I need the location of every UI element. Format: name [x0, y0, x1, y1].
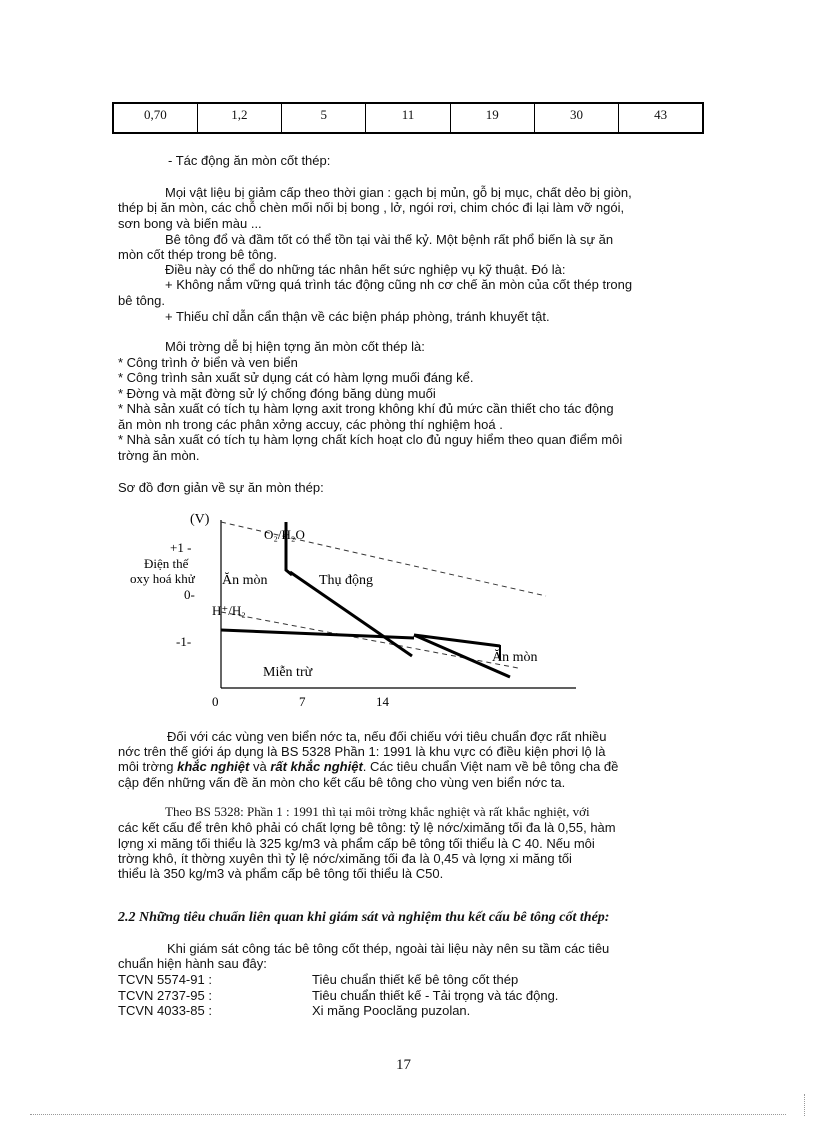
- tick-minus1: -1-: [176, 634, 192, 649]
- text-line: Điều này có thể do những tác nhân hết sức nghiệp vụ kỹ thuật. Đó là:: [165, 262, 566, 277]
- y-axis-label: Điện thế: [144, 556, 189, 571]
- region-passive: Thụ động: [319, 573, 374, 588]
- text-line: Mọi vật liệu bị giảm cấp theo thời gian : gạch bị mủn, gỗ bị mục, chất dẻo bị giòn,: [165, 185, 632, 200]
- table-cell: 0,70: [113, 103, 197, 133]
- standard-code: TCVN 2737-95 :: [118, 988, 212, 1003]
- region-corrosion-right: Ăn mòn: [492, 650, 538, 665]
- text-line: nớc trên thế giới áp dụng là BS 5328 Phần 1: 1991 là khu vực có điều kiện phơi lộ là: [118, 744, 606, 759]
- x-tick-0: 0: [212, 694, 219, 709]
- table-cell: 11: [366, 103, 450, 133]
- text-line: Đối với các vùng ven biển nớc ta, nếu đối chiếu với tiêu chuẩn đợc rất nhiều: [167, 729, 607, 744]
- page-number: 17: [396, 1057, 411, 1073]
- y-axis-label: oxy hoá khử: [130, 571, 195, 586]
- text-run: . Các tiêu chuẩn Việt nam về bê tông cha đề: [362, 759, 619, 774]
- x-tick-7: 7: [299, 694, 306, 709]
- text-line: trờng ăn mòn.: [118, 448, 200, 463]
- section-heading: 2.2 Những tiêu chuẩn liên quan khi giám sát và nghiệm thu kết cấu bê tông cốt thép:: [118, 910, 610, 925]
- standard-description: Xi măng Pooclăng puzolan.: [312, 1003, 471, 1018]
- o2-h2o-label: O₂/H₂O: [264, 527, 305, 542]
- table-cell: 43: [619, 103, 703, 133]
- text-line: * Công trình ở biển và ven biển: [118, 355, 298, 370]
- text-line: bê tông.: [118, 293, 165, 308]
- region-corrosion-left: Ăn mòn: [222, 573, 268, 588]
- text-line: * Nhà sản xuất có tích tụ hàm lợng axit trong không khí đủ mức cần thiết cho tác động: [118, 401, 614, 416]
- text-line: sơn bong và biến màu ...: [118, 216, 262, 231]
- text-line: Khi giám sát công tác bê tông cốt thép, ngoài tài liệu này nên su tầm các tiêu: [167, 941, 610, 956]
- emphasis-text: khắc nghiệt: [177, 759, 250, 774]
- region-immunity: Miễn trừ: [263, 665, 313, 680]
- table-row: [113, 103, 703, 133]
- text-line: lợng xi măng tối thiểu là 325 kg/m3 và phẩm cấp bê tông tối thiểu là C 40. Nếu môi: [118, 836, 595, 851]
- text-line: Theo BS 5328: Phần 1 : 1991 thì tại môi trờng khắc nghiệt và rất khắc nghiệt, với: [165, 804, 590, 819]
- text-line: Sơ đồ đơn giản về sự ăn mòn thép:: [118, 480, 324, 495]
- text-line: Môi trờng dễ bị hiện tợng ăn mòn cốt thép là:: [165, 339, 425, 354]
- table-cell: 30: [534, 103, 618, 133]
- y-unit-label: (V): [190, 512, 210, 527]
- text-line: Bê tông đổ và đầm tốt có thể tồn tại vài thế kỷ. Một bệnh rất phổ biến là sự ăn: [165, 232, 614, 247]
- text-line: trờng khô, ít thờng xuyên thì tỷ lệ nớc/ximăng tối đa là 0,45 và lợng xi măng tối: [118, 851, 572, 866]
- text-line: - Tác động ăn mòn cốt thép:: [168, 153, 331, 168]
- tick-zero: 0-: [184, 587, 195, 602]
- text-line: cập đến những vấn đề ăn mòn cho kết cấu bê tông cho vùng ven biển nớc ta.: [118, 775, 566, 790]
- corrosion-diagram: [118, 500, 598, 715]
- text-line: * Công trình sản xuất sử dụng cát có hàm lợng muối đáng kể.: [118, 370, 474, 385]
- page-border-bottom: [30, 1114, 786, 1115]
- tick-plus1: +1 -: [170, 540, 192, 555]
- x-tick-14: 14: [376, 694, 389, 709]
- text-line: + Không nắm vững quá trình tác động cũng nh cơ chế ăn mòn của cốt thép trong: [165, 277, 633, 292]
- text-run: môi trờng: [118, 759, 178, 774]
- standard-description: Tiêu chuẩn thiết kế - Tải trọng và tác động.: [312, 988, 559, 1003]
- table-cell: 1,2: [197, 103, 281, 133]
- table-cell: 19: [450, 103, 534, 133]
- standard-description: Tiêu chuẩn thiết kế bê tông cốt thép: [312, 972, 519, 987]
- h-h2-label: H⁺/H₂: [212, 603, 246, 618]
- table-cell: 5: [282, 103, 366, 133]
- standard-code: TCVN 5574-91 :: [118, 972, 212, 987]
- standard-code: TCVN 4033-85 :: [118, 1003, 212, 1018]
- data-table: [112, 102, 704, 134]
- text-line: [118, 759, 698, 775]
- text-line: + Thiếu chỉ dẫn cẩn thận về các biện pháp phòng, tránh khuyết tật.: [165, 309, 550, 324]
- text-line: * Đờng và mặt đờng sử lý chống đóng băng dùng muối: [118, 386, 436, 401]
- text-line: chuẩn hiện hành sau đây:: [118, 956, 267, 971]
- text-line: ăn mòn nh trong các phân xởng accuy, các phòng thí nghiệm hoá .: [118, 417, 503, 432]
- text-line: thiểu là 350 kg/m3 và phẩm cấp bê tông tối thiểu là C50.: [118, 866, 444, 881]
- page-border-corner: [804, 1094, 805, 1116]
- text-run: và: [249, 759, 271, 774]
- immunity-boundary: [221, 630, 414, 638]
- text-line: * Nhà sản xuất có tích tụ hàm lợng chất kích hoạt clo đủ nguy hiểm theo quan điểm môi: [118, 432, 623, 447]
- text-line: các kết cấu để trên khô phải có chất lợng bê tông: tỷ lệ nớc/ximăng tối đa là 0,55, hàm: [118, 820, 616, 835]
- text-line: thép bị ăn mòn, các chỗ chèn mối nối bị bong , lở, ngói rơi, chim chóc đi lại làm vỡ ngói,: [118, 200, 625, 215]
- emphasis-text: rất khắc nghiệt: [270, 759, 363, 774]
- text-line: mòn cốt thép trong bê tông.: [118, 247, 277, 262]
